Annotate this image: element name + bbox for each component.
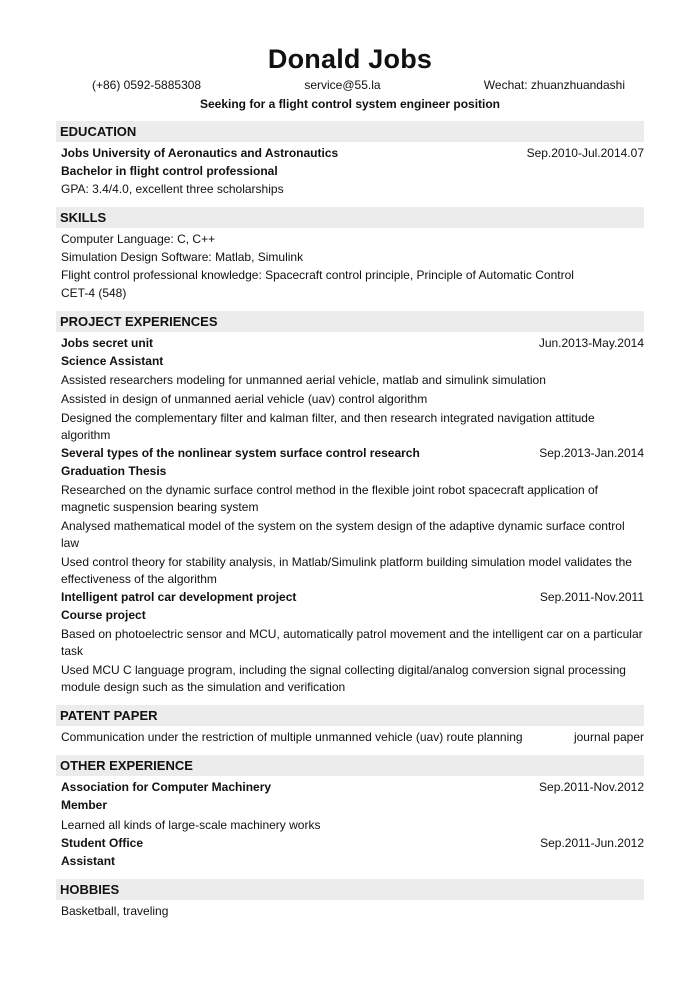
- project-date: Sep.2013-Jan.2014: [539, 446, 644, 460]
- email-address: service@55.la: [304, 78, 381, 92]
- project-role: Science Assistant: [61, 354, 164, 368]
- hobbies-text: Basketball, traveling: [61, 904, 169, 918]
- project-bullet: Assisted in design of unmanned aerial vehicle (uav) control algorithm: [61, 392, 428, 406]
- patent-section: [56, 705, 644, 746]
- project-title: Several types of the nonlinear system surface control research: [61, 446, 420, 460]
- project-bullet: Used control theory for stability analysis, in Matlab/Simulink platform building simulation model validates the effectiveness of the algorithm: [61, 555, 632, 586]
- skills-heading: SKILLS: [56, 207, 644, 228]
- project-entry: [56, 334, 644, 444]
- experience-role: Assistant: [61, 854, 116, 868]
- project-title: Intelligent patrol car development project: [61, 590, 297, 604]
- project-title: Jobs secret unit: [61, 336, 154, 350]
- other-experience-heading: OTHER EXPERIENCE: [56, 755, 644, 776]
- experience-title: Student Office: [61, 836, 144, 850]
- project-role: Course project: [61, 608, 146, 622]
- project-bullet: Designed the complementary filter and kalman filter, and then research integrated navigation attitude algorithm: [61, 411, 595, 442]
- skill-item: Flight control professional knowledge: Spacecraft control principle, Principle of Automatic Control: [61, 268, 574, 282]
- hobbies-section: [56, 879, 644, 920]
- project-bullet: Researched on the dynamic surface control method in the flexible joint robot spacecraft application of magnetic suspension bearing system: [61, 483, 598, 514]
- patent-heading: PATENT PAPER: [56, 705, 644, 726]
- experience-date: Sep.2011-Nov.2012: [539, 780, 644, 794]
- school-name: Jobs University of Aeronautics and Astronautics: [61, 146, 339, 160]
- project-role: Graduation Thesis: [61, 464, 167, 478]
- phone-number: (+86) 0592-5885308: [92, 78, 202, 92]
- patent-type: journal paper: [573, 730, 644, 744]
- experience-bullet: Learned all kinds of large-scale machinery works: [61, 818, 321, 832]
- experience-title: Association for Computer Machinery: [61, 780, 272, 794]
- gpa: GPA: 3.4/4.0, excellent three scholarships: [61, 182, 284, 196]
- candidate-name: Donald Jobs: [267, 44, 433, 74]
- education-entry: [56, 144, 644, 162]
- experience-date: Sep.2011-Jun.2012: [540, 836, 644, 850]
- project-entry: [56, 444, 644, 588]
- contact-line: [56, 77, 644, 93]
- projects-heading: PROJECT EXPERIENCES: [56, 311, 644, 332]
- project-bullet: Used MCU C language program, including the signal collecting digital/analog conversion signal processing module design such as the simulation and verification: [61, 663, 626, 694]
- project-bullet: Based on photoelectric sensor and MCU, automatically patrol movement and the intelligent car on a particular task: [61, 627, 643, 658]
- degree: Bachelor in flight control professional: [61, 164, 278, 178]
- experience-entry: [56, 778, 644, 834]
- patent-title: Communication under the restriction of multiple unmanned vehicle (uav) route planning: [61, 730, 523, 744]
- skill-item: Simulation Design Software: Matlab, Simulink: [61, 250, 304, 264]
- project-bullet: Analysed mathematical model of the system on the system design of the adaptive dynamic surface control law: [61, 519, 625, 550]
- experience-entry: [56, 834, 644, 870]
- patent-entry: [56, 728, 644, 746]
- projects-section: [56, 311, 644, 696]
- wechat-id: Wechat: zhuanzhuandashi: [483, 78, 625, 92]
- skills-section: [56, 207, 644, 302]
- project-date: Jun.2013-May.2014: [538, 336, 644, 350]
- project-bullet: Assisted researchers modeling for unmanned aerial vehicle, matlab and simulink simulation: [61, 373, 546, 387]
- education-heading: EDUCATION: [56, 121, 644, 142]
- education-section: [56, 121, 644, 198]
- project-entry: [56, 588, 644, 696]
- career-objective: Seeking for a flight control system engineer position: [199, 97, 501, 111]
- experience-role: Member: [61, 798, 108, 812]
- hobbies-heading: HOBBIES: [56, 879, 644, 900]
- skill-item: Computer Language: C, C++: [61, 232, 216, 246]
- other-experience-section: [56, 755, 644, 870]
- project-date: Sep.2011-Nov.2011: [539, 590, 644, 604]
- education-date: Sep.2010-Jul.2014.07: [526, 146, 644, 160]
- skill-item: CET-4 (548): [61, 286, 127, 300]
